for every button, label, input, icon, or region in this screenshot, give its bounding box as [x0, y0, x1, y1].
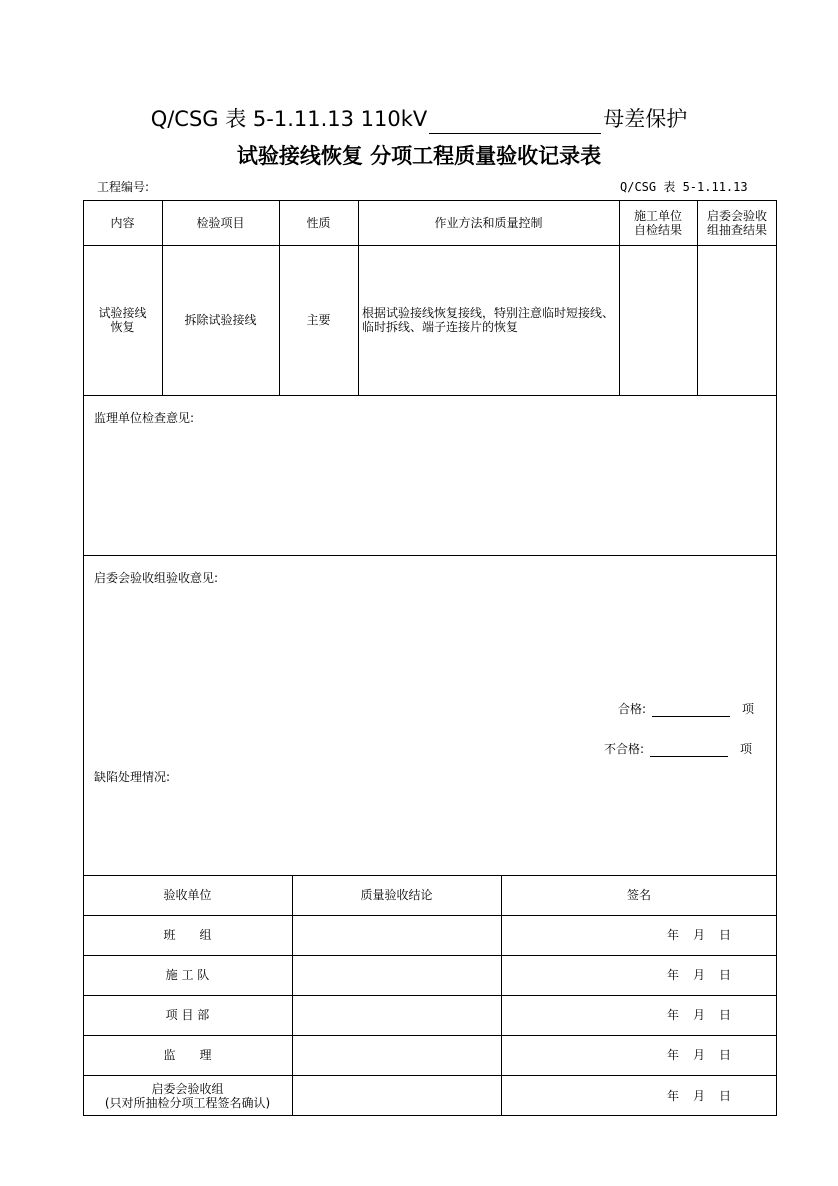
pass-count-row — [618, 700, 754, 717]
header-self-check: 施工单位 自检结果 — [633, 208, 682, 237]
supervision-opinion-label: 监理单位检查意见: — [94, 411, 195, 425]
signoff-unit-project-dept: 项 目 部 — [165, 1008, 210, 1022]
signoff-conclusion-committee[interactable] — [292, 1075, 501, 1116]
fail-unit: 项 — [740, 742, 753, 756]
form-subtitle: 试验接线恢复 分项工程质量验收记录表 — [236, 144, 602, 168]
signoff-unit-committee: 启委会验收组 (只对所抽检分项工程签名确认) — [104, 1081, 271, 1110]
fail-label: 不合格: — [604, 742, 645, 756]
pass-count-field[interactable] — [652, 704, 730, 717]
signoff-date-construction-team[interactable]: 年 月 日 — [666, 968, 731, 982]
pass-label: 合格: — [618, 702, 647, 716]
signoff-date-team[interactable]: 年 月 日 — [666, 928, 731, 942]
title-suffix: 母差保护 — [603, 107, 688, 131]
signoff-conclusion-project-dept[interactable] — [292, 995, 501, 1035]
header-nature: 性质 — [306, 215, 331, 230]
row-content: 试验接线 恢复 — [98, 306, 147, 334]
signoff-unit-construction-team: 施 工 队 — [165, 968, 210, 982]
header-content: 内容 — [110, 215, 135, 230]
form-code: Q/CSG 表 5-1.11.13 — [620, 180, 748, 194]
signoff-header-signature: 签名 — [626, 888, 651, 902]
title-prefix: Q/CSG 表 5-1.11.13 110kV — [150, 107, 428, 131]
row-committee-check-result[interactable] — [697, 245, 777, 395]
header-method: 作业方法和质量控制 — [434, 215, 543, 230]
signoff-date-supervision[interactable]: 年 月 日 — [666, 1048, 731, 1062]
supervision-opinion-area[interactable] — [84, 428, 776, 554]
header-inspection-item: 检验项目 — [196, 215, 245, 230]
row-self-check-result[interactable] — [619, 245, 697, 395]
title-blank-field[interactable] — [429, 111, 601, 134]
defect-handling-area[interactable] — [84, 788, 776, 874]
defect-handling-label: 缺陷处理情况: — [94, 770, 171, 784]
header-committee-check: 启委会验收 组抽查结果 — [706, 208, 767, 237]
fail-count-field[interactable] — [650, 744, 728, 757]
signoff-date-committee[interactable]: 年 月 日 — [666, 1088, 731, 1103]
row-nature: 主要 — [306, 313, 331, 327]
pass-unit: 项 — [742, 702, 755, 716]
signoff-header-conclusion: 质量验收结论 — [360, 888, 433, 902]
form-title — [0, 104, 838, 134]
signoff-unit-team: 班 组 — [163, 928, 212, 942]
signoff-unit-supervision: 监 理 — [163, 1048, 212, 1062]
fail-count-row — [604, 740, 752, 757]
committee-opinion-label: 启委会验收组验收意见: — [94, 571, 219, 585]
signoff-conclusion-construction-team[interactable] — [292, 955, 501, 995]
signoff-date-project-dept[interactable]: 年 月 日 — [666, 1008, 731, 1022]
signoff-header-unit: 验收单位 — [163, 888, 212, 902]
signoff-conclusion-team[interactable] — [292, 915, 501, 955]
signoff-conclusion-supervision[interactable] — [292, 1035, 501, 1075]
row-method: 根据试验接线恢复接线，特别注意临时短接线、临时拆线、端子连接片的恢复 — [362, 306, 615, 334]
row-inspection-item: 拆除试验接线 — [184, 313, 257, 327]
project-number-label: 工程编号: — [97, 180, 150, 194]
